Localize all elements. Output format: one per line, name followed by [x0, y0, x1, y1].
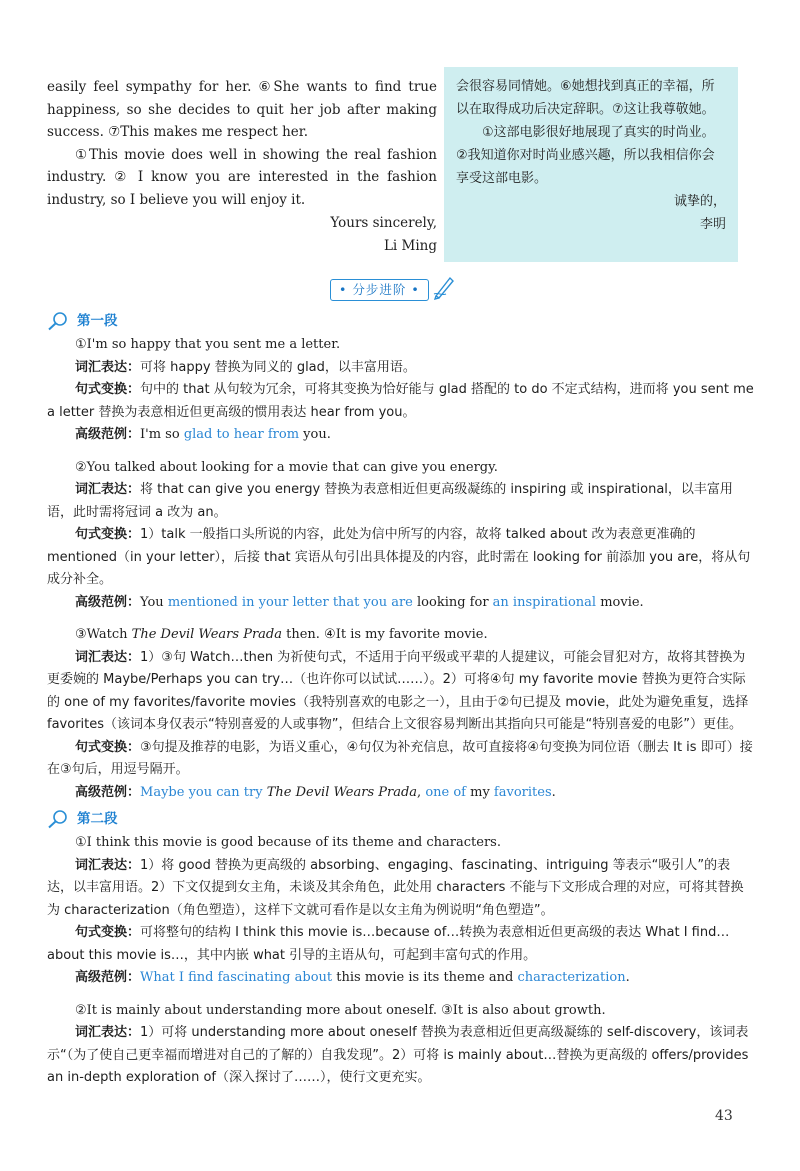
s2-vocab	[47, 479, 755, 524]
label: 句式变换：	[75, 739, 141, 755]
text: .	[625, 970, 630, 985]
label: 词汇表达：	[75, 1025, 141, 1040]
text: 1）talk 一般指口头所说的内容，此处为信中所写的内容，故将 talked about 改为表意更准确的 mentioned（in your letter），后接 that 宾语从句引出具体提及的内容，此时需在 looking for 前添加 you are，将从句成分补全。	[47, 527, 751, 587]
pen-icon	[432, 274, 456, 300]
text: 可将 happy 替换为同义的 glad，以丰富用语。	[140, 359, 416, 375]
text: 1）将 good 替换为更高级的 absorbing、engaging、fascinating、intriguing 等表示“吸引人”的表达，以丰富用语。2）下文仅提到女主角，未谈及其余角色，此处用 characters 不能与下文形成合理的对应，可将其替换为 characterization（角色塑造），这样下文就可看作是以女主角为例说明“角色塑造”。	[47, 857, 744, 918]
text: looking for	[412, 594, 493, 610]
highlight: glad to hear from	[183, 427, 300, 442]
label: 词汇表达：	[75, 857, 141, 873]
section-2-header	[47, 806, 755, 832]
section-1-title: 第一段	[77, 312, 118, 329]
text: this movie is its theme and	[332, 970, 518, 985]
s1-vocab	[47, 357, 755, 380]
s3-example	[47, 782, 755, 805]
label: 词汇表达：	[75, 359, 141, 375]
magnifier-icon	[47, 311, 69, 331]
s3-vocab	[47, 647, 755, 737]
text: I'm so	[140, 427, 184, 442]
label: 词汇表达：	[75, 482, 141, 497]
section-2-title: 第二段	[77, 810, 118, 827]
highlight: Maybe you can try	[140, 784, 263, 800]
s1-original-sentence: ①I'm so happy that you sent me a letter.	[75, 337, 341, 352]
s1-example	[47, 424, 755, 447]
label: 句式变换：	[75, 527, 141, 542]
text: 1）可将 understanding more about oneself 替换为表意相近但更高级凝练的 self-discovery，该词表示“（为了使自己更幸福而增进对自己的了解的）自我发现”。2）可将 is mainly about…替换为更高级的 offers/provides an in-depth exploration of（深入探讨了……），使行文更充实。	[47, 1025, 749, 1085]
english-letter	[47, 76, 437, 211]
text: 将 that can give you energy 替换为表意相近但更高级凝练的 inspiring 或 inspirational，以丰富用语，此时需将冠词 a 改为 an。	[47, 482, 733, 520]
text: 句中的 that 从句较为冗余，可将其变换为恰好能与 glad 搭配的 to do 不定式结构，进而将 you sent me a letter 替换为表意相近但更高级的惯用表达 hear from you。	[47, 382, 754, 420]
text: 1）③句 Watch…then 为祈使句式，不适用于向平级或平辈的人提建议，可能会冒犯对方，故将其替换为更委婉的 Maybe/Perhaps you can try…（也许你可以试试……）。2）可将④句 my favorite movie 替换为更符合实际的 one of my favorites/favorite movies（我特别喜欢的电影之一），且由于②句已提及 movie，此处为避免重复，选择 favorites（该词本身仅表示“特别喜爱的人或事物”，但结合上文很容易判断出其指向只可能是“特别喜爱的电影”）更佳。	[47, 649, 749, 732]
text: ③Watch	[75, 627, 132, 642]
letter-signer: Li Ming	[383, 237, 437, 254]
letter-paragraph-1: easily feel sympathy for her. ⑥She wants to find true happiness, so she decides to quit her job after making success. ⑦This makes me respect her.	[47, 79, 437, 140]
highlight: characterization	[517, 970, 626, 985]
magnifier-icon	[47, 809, 69, 829]
label: 高级范例：	[75, 427, 141, 442]
p2-s1-vocab	[47, 855, 755, 923]
analysis-content	[47, 306, 755, 1090]
letter-closing: Yours sincerely,	[330, 215, 437, 231]
label: 句式变换：	[75, 382, 141, 397]
translation-closing: 诚挚的，	[673, 194, 726, 209]
translation-signer: 李明	[699, 217, 726, 232]
label: 高级范例：	[75, 784, 141, 800]
highlight: mentioned in your letter that you are	[167, 594, 413, 610]
translation-paragraph-1: 会很容易同情她。⑥她想找到真正的幸福，所以在取得成功后决定辞职。⑦这让我尊敬她。	[456, 79, 715, 117]
letter-signature	[47, 212, 437, 257]
s3-original-sentence	[47, 624, 755, 647]
text: you.	[299, 427, 331, 442]
s2-syntax	[47, 524, 755, 592]
translation-paragraph-2: ①这部电影很好地展现了真实的时尚业。②我知道你对时尚业感兴趣，所以我相信你会享受这部电影。	[456, 125, 715, 186]
step-banner: • 分步进阶 •	[330, 279, 429, 301]
movie-title: The Devil Wears Prada	[262, 784, 418, 800]
text: You	[140, 594, 168, 610]
s2-example	[47, 592, 755, 615]
text: my	[465, 784, 494, 800]
p2-s1-syntax	[47, 922, 755, 967]
label: 高级范例：	[75, 970, 141, 985]
highlight: an inspirational	[492, 594, 597, 610]
text: ③句提及推荐的电影，为语义重心，④句仅为补充信息，故可直接将④句变换为同位语（删去 It is 即可）接在③句后，用逗号隔开。	[47, 739, 753, 777]
movie-title: The Devil Wears Prada	[131, 627, 282, 642]
p2-s1-example	[47, 967, 755, 990]
text: 可将整句的结构 I think this movie is…because of…转换为表意相近但更高级的表达 What I find…about this movie is…，其中内嵌 what 引导的主语从句，可起到丰富句式的作用。	[47, 925, 730, 963]
chinese-translation-box	[444, 67, 738, 262]
p2-s2-original-sentence: ②It is mainly about understanding more about oneself. ③It is also about growth.	[75, 1002, 606, 1018]
s3-syntax	[47, 737, 755, 782]
highlight: find fascinating about	[184, 970, 333, 985]
label: 句式变换：	[75, 925, 141, 940]
label: 高级范例：	[75, 594, 141, 610]
s1-syntax	[47, 379, 755, 424]
section-1-header	[47, 308, 755, 334]
page-number: 43	[715, 1108, 733, 1124]
text: movie.	[596, 594, 644, 610]
highlight: one of	[425, 784, 466, 800]
p2-s2-vocab	[47, 1022, 755, 1090]
letter-paragraph-2: ①This movie does well in showing the real fashion industry. ② I know you are interested in the fashion industry, so I believe you will enjoy it.	[47, 146, 437, 208]
highlight: What I	[140, 970, 184, 985]
label: 词汇表达：	[75, 649, 141, 665]
s2-original-sentence: ②You talked about looking for a movie that can give you energy.	[75, 459, 498, 475]
highlight: favorites	[493, 784, 552, 800]
text: then. ④It is my favorite movie.	[281, 627, 488, 642]
text: ,	[417, 784, 426, 800]
p2-s1-original-sentence: ①I think this movie is good because of its theme and characters.	[75, 835, 501, 850]
text: .	[551, 784, 556, 800]
